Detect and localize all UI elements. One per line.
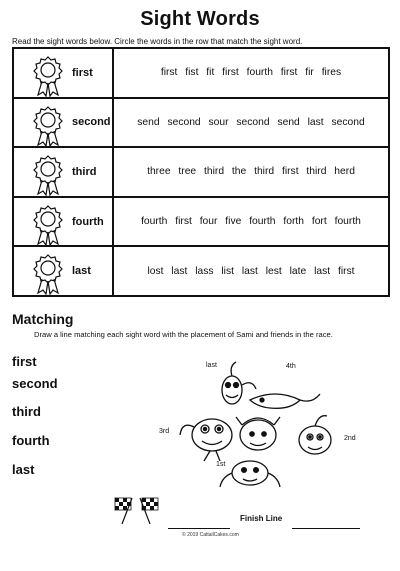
match-word-third: third	[12, 404, 41, 419]
place-label-last: last	[206, 362, 217, 369]
word-choices[interactable]: lost last lass list last lest late last first	[113, 246, 389, 296]
sight-word-cell	[13, 197, 113, 247]
word-choices[interactable]: three tree third the third first third herd	[113, 147, 389, 197]
sami-and-friends-drawing	[150, 355, 360, 495]
sight-word-cell	[13, 48, 113, 98]
ribbon-award-icon	[32, 105, 64, 147]
race-illustration	[150, 355, 360, 495]
sight-words-table	[12, 47, 390, 297]
sight-word-label: third	[72, 165, 97, 178]
page-title: Sight Words	[140, 8, 260, 30]
word-choices[interactable]: send second sour second send last second	[113, 98, 389, 148]
sight-word-row	[13, 246, 389, 296]
sight-word-row	[13, 197, 389, 247]
ribbon-award-icon	[32, 253, 64, 295]
checkered-flags-icon	[112, 494, 160, 526]
worksheet-instructions: Read the sight words below. Circle the words in the row that match the sight word.	[12, 37, 303, 46]
sight-word-label: first	[72, 66, 93, 79]
place-label-fourth: 4th	[286, 363, 296, 370]
ribbon-award-icon	[32, 204, 64, 246]
match-word-fourth: fourth	[12, 433, 50, 448]
finish-line-left	[168, 528, 230, 529]
matching-instructions: Draw a line matching each sight word with the placement of Sami and friends in the race.	[34, 330, 333, 339]
sight-word-label: second	[72, 116, 111, 129]
match-word-last: last	[12, 462, 35, 477]
sight-word-cell	[13, 147, 113, 197]
sight-word-row	[13, 147, 389, 197]
sight-word-row	[13, 48, 389, 98]
finish-line-right	[292, 528, 360, 529]
place-label-third: 3rd	[159, 428, 170, 435]
word-choices[interactable]: first fist fit first fourth first fir fires	[113, 48, 389, 98]
match-word-second: second	[12, 376, 58, 391]
sight-word-cell	[13, 98, 113, 148]
ribbon-award-icon	[32, 55, 64, 97]
place-label-second: 2nd	[344, 435, 356, 442]
ribbon-award-icon	[32, 154, 64, 196]
sight-word-row	[13, 98, 389, 148]
finish-line-label: Finish Line	[240, 514, 283, 523]
word-choices[interactable]: fourth first four five fourth forth fort fourth	[113, 197, 389, 247]
place-label-first: 1st	[216, 461, 226, 468]
sight-word-label: last	[72, 265, 91, 278]
sight-word-cell	[13, 246, 113, 296]
sight-word-label: fourth	[72, 215, 104, 228]
copyright-text: © 2019 CattailCakes.com	[182, 532, 239, 538]
matching-title: Matching	[12, 311, 74, 327]
match-word-first: first	[12, 354, 37, 369]
